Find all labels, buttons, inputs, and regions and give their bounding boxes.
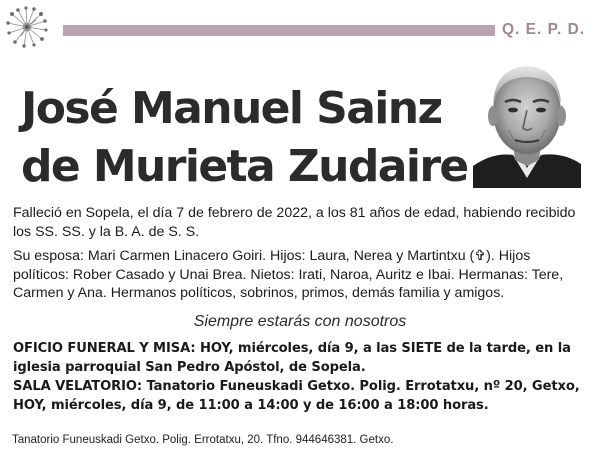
name-line-2: de Murieta Zudaire: [21, 141, 468, 192]
funeral-service: OFICIO FUNERAL Y MISA: HOY, miércoles, día 9, a las SIETE de la tarde, en la iglesia parroquial San Pedro Apóstol, de Sopela.: [13, 341, 571, 375]
motto: Siempre estarás con nosotros: [193, 313, 407, 330]
family-paragraph: Su esposa: Mari Carmen Linacero Goiri. Hijos: Laura, Nerea y Martintxu (✞). Hijos políticos: Rober Casado y Unai Brea. Nietos: Irati, Naroa, Auritz e Ibai. Hermanas: Tere, Carmen y Ana. Hermanos políticos, sobrinos, primos, demás familia y amigos.: [13, 248, 564, 301]
funeral-home-footer: Tanatorio Funeuskadi Getxo. Polig. Errotatxu, 20. Tfno. 944646381. Getxo.: [12, 434, 394, 446]
header-rule: [63, 25, 495, 36]
death-paragraph: Falleció en Sopela, el día 7 de febrero de 2022, a los 81 años de edad, habiendo recibido los SS. SS. y la B. A. de S. S.: [13, 205, 576, 240]
flower-icon: [6, 6, 48, 48]
notice-body: [13, 204, 583, 303]
name-line-1: José Manuel Sainz: [21, 83, 442, 134]
services-block: [13, 339, 588, 415]
qepd-label: Q. E. P. D.: [502, 21, 586, 38]
deceased-name: [21, 80, 468, 196]
wake-info: SALA VELATORIO: Tanatorio Funeuskadi Getxo. Polig. Errotatxu, nº 20, Getxo, HOY, miércoles, día 9, de 11:00 a 14:00 y de 16:00 a 18:00 horas.: [13, 379, 580, 413]
portrait-photo: [473, 60, 581, 188]
